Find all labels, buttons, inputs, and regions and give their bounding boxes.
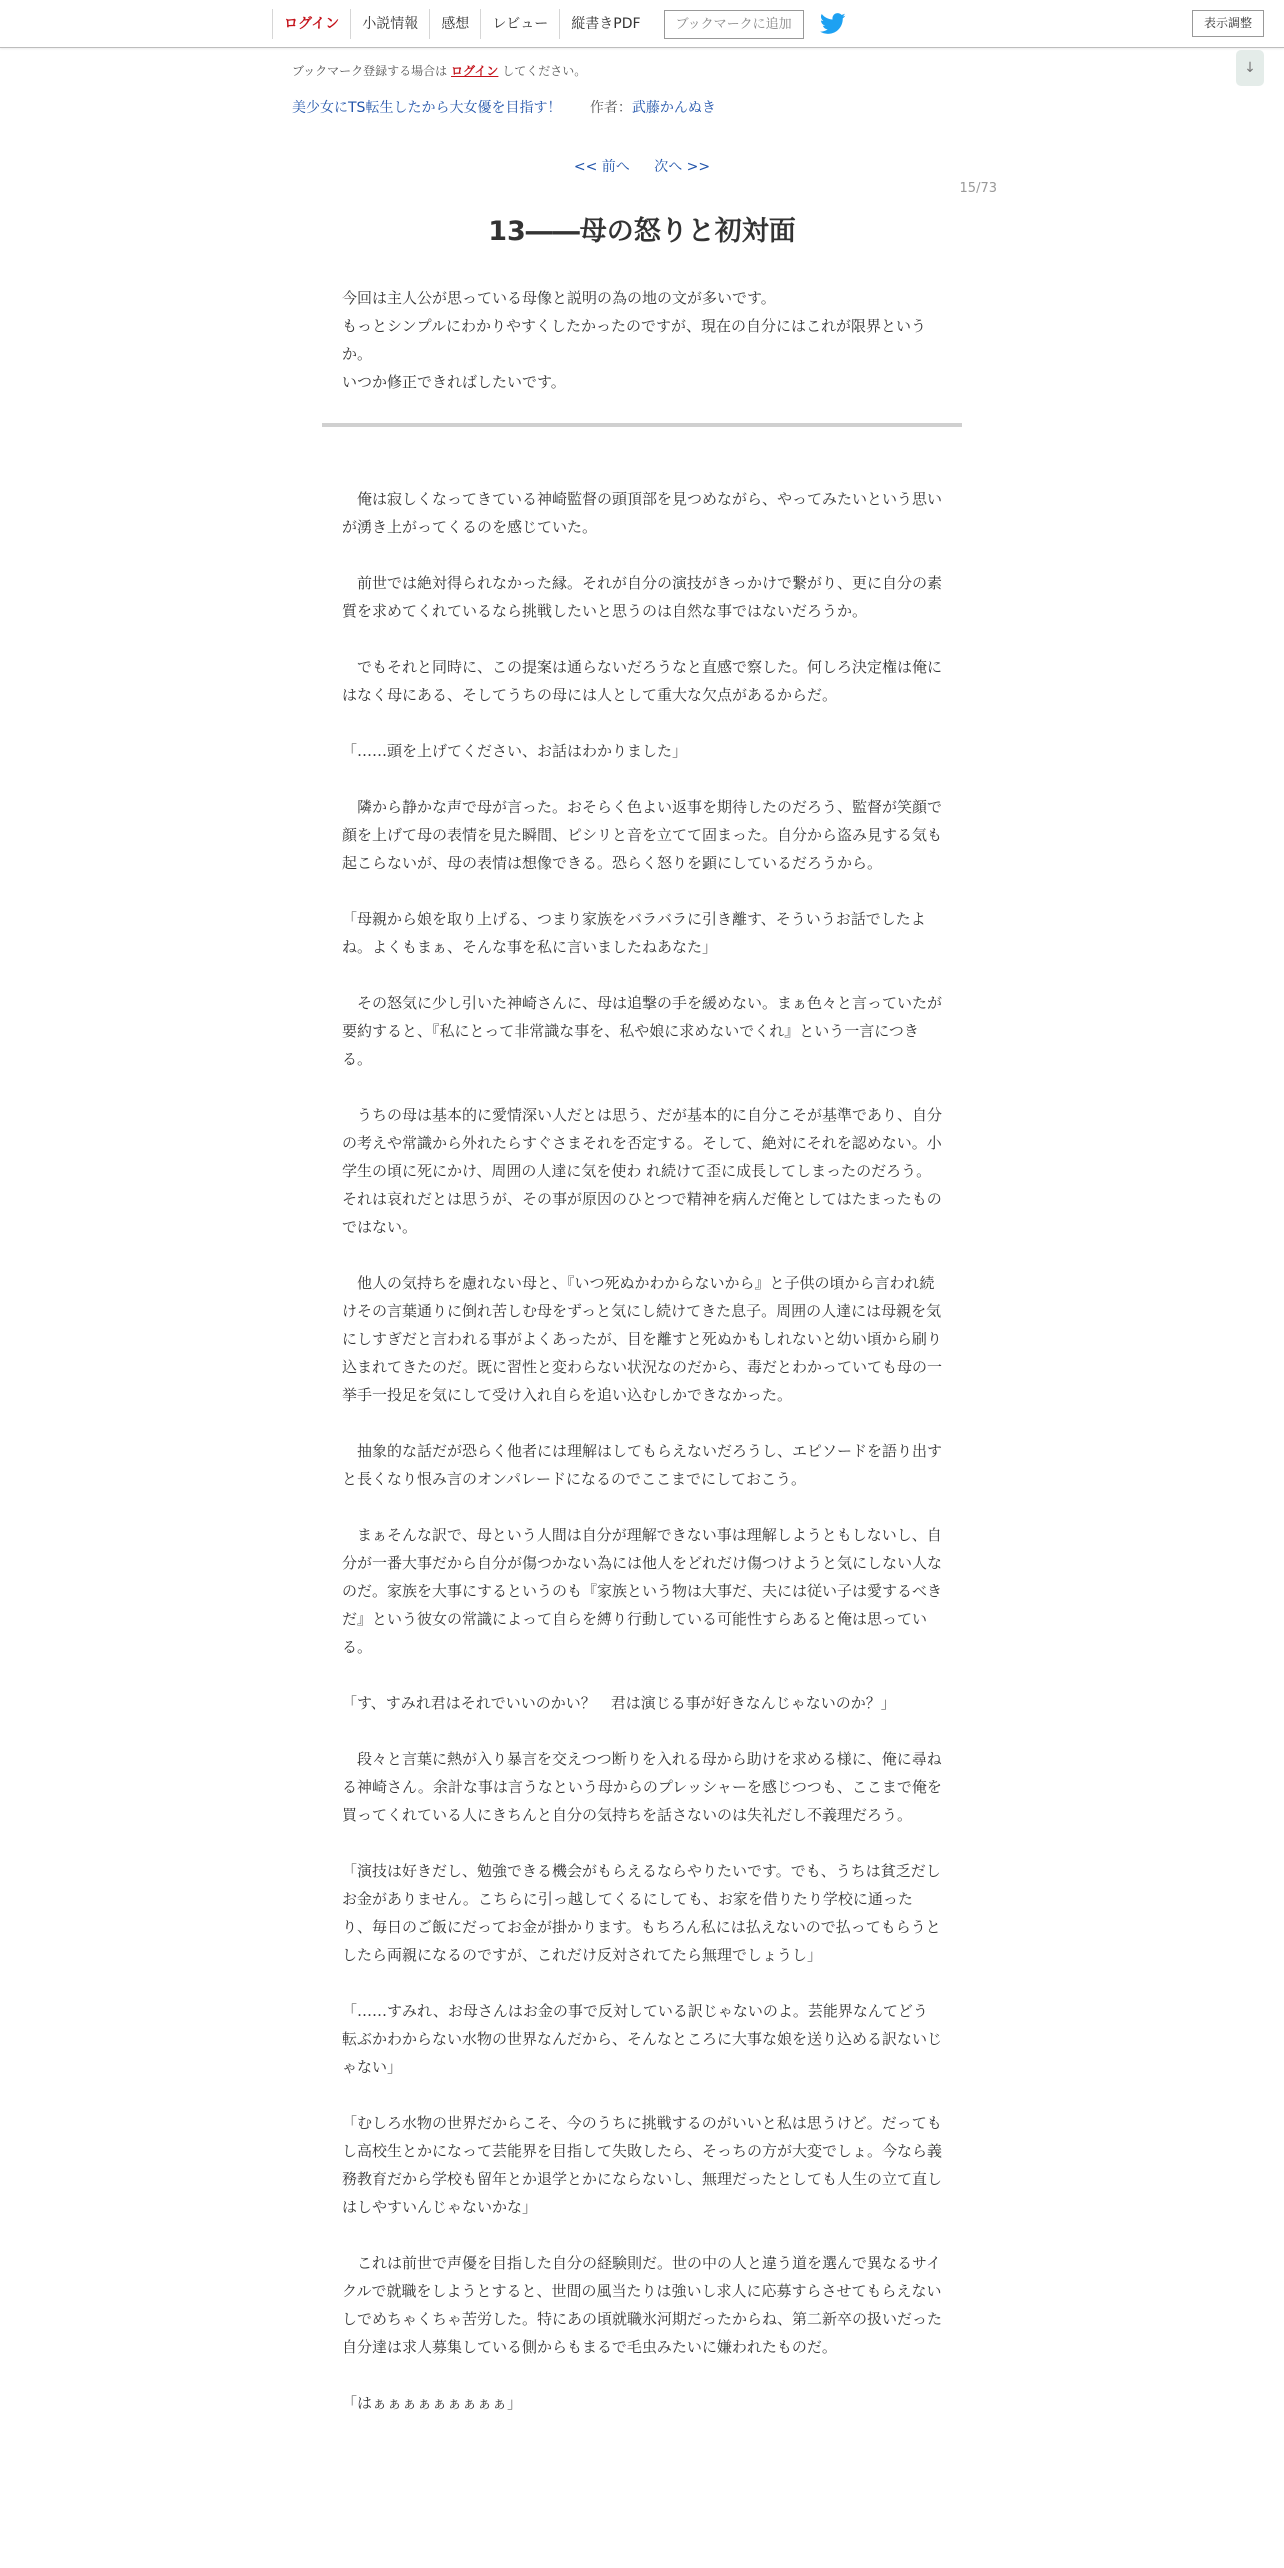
preface-divider xyxy=(322,423,962,427)
nav-impressions[interactable]: 感想 xyxy=(429,9,480,39)
body-paragraph: 「母親から娘を取り上げる、つまり家族をバラバラに引き離す、そういうお話でしたよね。よくもまぁ、そんな事を私に言いましたねあなた」 xyxy=(342,910,926,956)
series-header xyxy=(292,97,716,117)
body-paragraph: 段々と言葉に熱が入り暴言を交えつつ断りを入れる母から助けを求める様に、俺に尋ねる神崎さん。余計な事は言うなという母からのプレッシャーを感じつつも、ここまで俺を買ってくれている人にきちんと自分の気持ちを話さないのは失礼だし不義理だろう。 xyxy=(342,1750,942,1824)
bookmark-notice-login-link[interactable]: ログイン xyxy=(451,64,499,78)
series-title-link[interactable]: 美少女にTS転生したから大女優を目指す！ xyxy=(292,100,562,116)
author-preface xyxy=(342,284,942,396)
body-paragraph: でもそれと同時に、この提案は通らないだろうなと直感で察した。何しろ決定権は俺にはなく母にある、そしてうちの母には人として重大な欠点があるからだ。 xyxy=(342,658,943,704)
prev-chapter-link[interactable]: << 前へ xyxy=(573,159,630,175)
chapter-title: 13――母の怒りと初対面 xyxy=(488,216,796,247)
body-paragraph: その怒気に少し引いた神崎さんに、母は追撃の手を緩めない。まぁ色々と言っていたが要約すると、『私にとって非常識な事を、私や娘に求めないでくれ』という一言につきる。 xyxy=(342,994,943,1068)
chapter-count: 15/73 xyxy=(959,181,997,196)
twitter-bird-icon[interactable] xyxy=(820,13,846,35)
body-paragraph: うちの母は基本的に愛情深い人だとは思う、だが基本的に自分こそが基準であり、自分の考えや常識から外れたらすぐさまそれを否定する。そして、絶対にそれを認めない。小学生の頃に死にかけ、周囲の人達に気を使わ れ続けて歪に成長してしまったのだろう。それは哀れだとは思うが、その事が原因のひとつで精神を病んだ俺としてはたまったものではない。 xyxy=(342,1106,943,1236)
bookmark-notice-after: してください。 xyxy=(502,64,587,78)
preface-line: いつか修正できればしたいです。 xyxy=(342,373,566,391)
preface-line: 今回は主人公が思っている母像と説明の為の地の文が多いです。 xyxy=(342,289,776,307)
display-settings-button[interactable]: 表示調整 xyxy=(1192,10,1264,37)
body-paragraph: 隣から静かな声で母が言った。おそらく色よい返事を期待したのだろう、監督が笑顔で顔を上げて母の表情を見た瞬間、ピシリと音を立てて固まった。自分から盗み見する気も起こらないが、母の表情は想像できる。恐らく怒りを顕にしているだろうから。 xyxy=(342,798,943,872)
chapter-pager xyxy=(0,156,1284,176)
body-paragraph: まぁそんな訳で、母という人間は自分が理解できない事は理解しようともしないし、自分が一番大事だから自分が傷つかない為には他人をどれだけ傷つけようと気にしない人なのだ。家族を大事にするというのも『家族という物は大事だ、夫には従い子は愛するべきだ』という彼女の常識によって自らを縛り行動している可能性すらあると俺は思っている。 xyxy=(342,1526,943,1656)
author-link[interactable]: 武藤かんぬき xyxy=(631,100,716,116)
bookmark-notice-before: ブックマーク登録する場合は xyxy=(292,64,448,78)
body-paragraph: 「はぁぁぁぁぁぁぁぁぁ」 xyxy=(342,2394,523,2412)
top-navigation-bar xyxy=(0,0,1284,48)
body-paragraph: 「す、すみれ君はそれでいいのかい？ 君は演じる事が好きなんじゃないのか？」 xyxy=(342,1694,896,1712)
preface-line: もっとシンプルにわかりやすくしたかったのですが、現在の自分にはこれが限界というか。 xyxy=(342,317,927,363)
body-paragraph: 俺は寂しくなってきている神崎監督の頭頂部を見つめながら、やってみたいという思いが湧き上がってくるのを感じていた。 xyxy=(342,490,943,536)
body-paragraph: 抽象的な話だが恐らく他者には理解はしてもらえないだろうし、エピソードを語り出すと長くなり恨み言のオンパレードになるのでここまでにしておこう。 xyxy=(342,1442,943,1488)
nav-review[interactable]: レビュー xyxy=(480,9,559,39)
body-paragraph: これは前世で声優を目指した自分の経験則だ。世の中の人と違う道を選んで異なるサイクルで就職をしようとすると、世間の風当たりは強いし求人に応募すらさせてもらえないしでめちゃくちゃ苦労した。特にあの頃就職氷河期だったからね、第二新卒の扱いだった自分達は求人募集している側からもまるで毛虫みたいに嫌われたものだ。 xyxy=(342,2254,943,2356)
body-paragraph: 前世では絶対得られなかった縁。それが自分の演技がきっかけで繋がり、更に自分の素質を求めてくれているなら挑戦したいと思うのは自然な事ではないだろうか。 xyxy=(342,574,943,620)
body-paragraph: 「……頭を上げてください、お話はわかりました」 xyxy=(342,742,688,760)
bookmark-notice xyxy=(292,62,586,79)
next-chapter-link[interactable]: 次へ >> xyxy=(654,159,711,175)
add-bookmark-button[interactable]: ブックマークに追加 xyxy=(664,10,804,39)
body-paragraph: 「演技は好きだし、勉強できる機会がもらえるならやりたいです。でも、うちは貧乏だしお金がありません。こちらに引っ越してくるにしても、お家を借りたり学校に通ったり、毎日のご飯にだってお金が掛かります。もちろん私には払えないので払ってもらうとしたら両親になるのですが、これだけ反対されてたら無理でしょうし」 xyxy=(342,1862,941,1964)
nav-novel-info[interactable]: 小説情報 xyxy=(350,9,429,39)
main-nav xyxy=(272,8,846,40)
nav-login[interactable]: ログイン xyxy=(272,9,350,39)
author-label: 作者： xyxy=(589,100,632,116)
scroll-down-button[interactable]: ↓ xyxy=(1236,50,1264,86)
nav-vertical-pdf[interactable]: 縦書きPDF xyxy=(559,9,651,39)
novel-body xyxy=(342,485,942,2445)
body-paragraph: 「むしろ水物の世界だからこそ、今のうちに挑戦するのがいいと私は思うけど。だってもし高校生とかになって芸能界を目指して失敗したら、そっちの方が大変でしょ。今なら義務教育だから学校も留年とか退学とかにならないし、無理だったとしても人生の立て直しはしやすいんじゃないかな」 xyxy=(342,2114,943,2216)
body-paragraph: 他人の気持ちを慮れない母と、『いつ死ぬかわからないから』と子供の頃から言われ続けその言葉通りに倒れ苦しむ母をずっと気にし続けてきた息子。周囲の人達には母親を気にしすぎだと言われる事がよくあったが、目を離すと死ぬかもしれないと幼い頃から刷り込まれてきたのだ。既に習性と変わらない状況なのだから、毒だとわかっていても母の一挙手一投足を気にして受け入れ自らを追い込むしかできなかった。 xyxy=(342,1274,943,1404)
body-paragraph: 「……すみれ、お母さんはお金の事で反対している訳じゃないのよ。芸能界なんてどう転ぶかわからない水物の世界なんだから、そんなところに大事な娘を送り込める訳ないじゃない」 xyxy=(342,2002,943,2076)
